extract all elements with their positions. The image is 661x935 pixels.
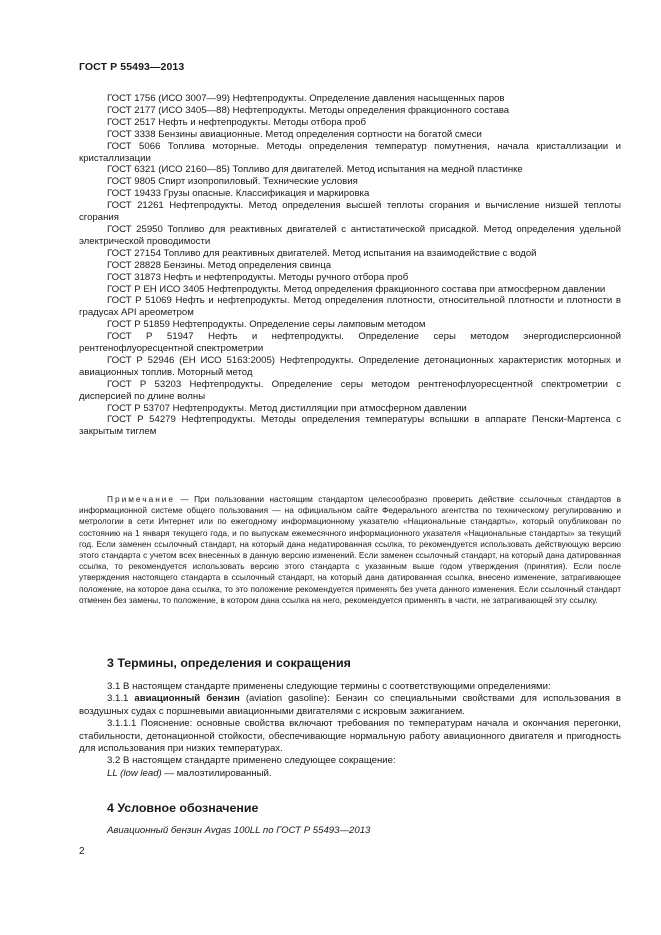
designation-example: Авиационный бензин Avgas 100LL по ГОСТ Р 55493—2013	[107, 825, 371, 836]
abbreviation-definition	[79, 768, 621, 780]
note-label: Примечание	[107, 494, 176, 504]
note-paragraph	[79, 494, 621, 606]
reference-item: ГОСТ 19433 Грузы опасные. Классификация и маркировка	[107, 188, 370, 200]
reference-item: ГОСТ Р 51947 Нефть и нефтепродукты. Определение серы методом энергодисперсионной рентгенофлуоресцентной спектрометрии	[79, 331, 621, 355]
reference-item: ГОСТ Р 53203 Нефтепродукты. Определение серы методом рентгенофлуоресцентной спектрометрии с дисперсией по длине волны	[79, 378, 621, 402]
reference-item: ГОСТ 5066 Топлива моторные. Методы определения температур помутнения, начала кристаллизации и кристаллизации	[79, 140, 621, 164]
reference-item: ГОСТ 31873 Нефть и нефтепродукты. Методы ручного отбора проб	[107, 271, 409, 283]
note-text: — При пользовании настоящим стандартом целесообразно проверить действие ссылочных стандартов в информационной системе общего пользования — на официальном сайте Федерального агентства по техническому регулированию и метрологии в сети Интернет или по ежегодному информационному указателю «Национальные стандарты», который опубликован по состоянию на 1 января текущего года, и по выпускам ежемесячного информационного указателя «Национальные стандарты» за текущий год. Если заменен ссылочный стандарт, на который дана недатированная ссылка, то рекомендуется использовать действующую версию этого стандарта с учетом всех внесенных в данную версию изменений. Если заменен ссылочный стандарт, на который дана датированная ссылка, то рекомендуется использовать версию этого стандарта с указанным выше годом утверждения (принятия). Если после утверждения настоящего стандарта в ссылочный стандарт, на который дана датированная ссылка, внесено изменение, затрагивающее положение, на которое дана ссылка, то это положение рекомендуется применять без учета данного изменения. Если ссылочный стандарт отменен без замены, то положение, в котором дана ссылка на него, рекомендуется применять в части, не затрагивающей эту ссылку.	[79, 494, 621, 605]
reference-item: ГОСТ 3338 Бензины авиационные. Метод определения сортности на богатой смеси	[107, 128, 482, 140]
section-3-paragraph: 3.2 В настоящем стандарте применено следующее сокращение:	[107, 755, 396, 767]
reference-item: ГОСТ 6321 (ИСО 2160—85) Топливо для двигателей. Метод испытания на медной пластинке	[107, 164, 523, 176]
reference-item: ГОСТ 2517 Нефть и нефтепродукты. Методы отбора проб	[107, 116, 366, 128]
reference-item: ГОСТ Р 53707 Нефтепродукты. Метод дистилляции при атмосферном давлении	[107, 402, 467, 414]
reference-item: ГОСТ Р ЕН ИСО 3405 Нефтепродукты. Метод определения фракционного состава при атмосферном давлении	[107, 283, 606, 295]
reference-item: ГОСТ Р 54279 Нефтепродукты. Методы определения температуры вспышки в аппарате Пенски-Мартенса с закрытым тиглем	[79, 414, 621, 438]
section-3-body	[79, 681, 621, 780]
section-3-heading: 3 Термины, определения и сокращения	[107, 656, 351, 670]
normative-references-list	[79, 93, 621, 438]
section-3-paragraph: 3.1 В настоящем стандарте применены следующие термины с соответствующими определениями:	[107, 681, 551, 692]
reference-item: ГОСТ 25950 Топливо для реактивных двигателей с антистатической присадкой. Метод определения удельной электрической проводимости	[79, 223, 621, 247]
reference-item: ГОСТ Р 52946 (ЕН ИСО 5163:2005) Нефтепродукты. Определение детонационных характеристик моторных и авиационных топлив. Моторный метод	[79, 354, 621, 378]
page-number: 2	[79, 846, 85, 857]
reference-item: ГОСТ 2177 (ИСО 3405—88) Нефтепродукты. Методы определения фракционного состава	[107, 104, 510, 116]
reference-item: ГОСТ 28828 Бензины. Метод определения свинца	[107, 259, 332, 271]
term-name: авиационный бензин	[134, 693, 240, 705]
reference-item: ГОСТ 9805 Спирт изопропиловый. Технические условия	[107, 176, 358, 188]
abbreviation-term: LL (low lead)	[107, 767, 162, 779]
section-4-heading: 4 Условное обозначение	[107, 801, 259, 815]
note-block	[79, 494, 621, 606]
section-3-paragraph: 3.1.1.1 Пояснение: основные свойства включают требования по температурам начала и окончания перегонки, стабильности, детонационной стойкости, обеспечивающие нормальную работу авиационного двигателя и пригодность для использования при низких температурах.	[79, 718, 621, 755]
reference-item: ГОСТ Р 51859 Нефтепродукты. Определение серы ламповым методом	[107, 319, 426, 331]
abbreviation-text: — малоэтилированный.	[161, 767, 272, 779]
document-header: ГОСТ Р 55493—2013	[79, 61, 185, 73]
term-number: 3.1.1	[107, 693, 135, 705]
reference-item: ГОСТ 27154 Топливо для реактивных двигателей. Метод испытания на взаимодействие с водой	[107, 247, 537, 259]
reference-item: ГОСТ 21261 Нефтепродукты. Метод определения высшей теплоты сгорания и вычисление низшей теплоты сгорания	[79, 200, 621, 224]
reference-item: ГОСТ 1756 (ИСО 3007—99) Нефтепродукты. Определение давления насыщенных паров	[107, 93, 505, 104]
reference-item: ГОСТ Р 51069 Нефть и нефтепродукты. Метод определения плотности, относительной плотности и плотности в градусах API ареометром	[79, 295, 621, 319]
term-text: (aviation gasoline): Бензин со специальными свойствами для использования в воздушных судах с поршневыми авиационными двигателями с искровым зажиганием.	[79, 693, 621, 717]
term-definition	[79, 693, 621, 718]
